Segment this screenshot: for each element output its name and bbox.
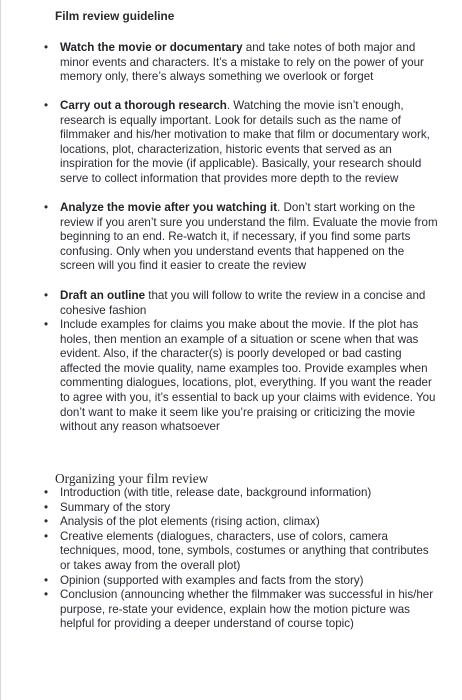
guideline-heading: Watch the movie or documentary — [60, 41, 243, 54]
guideline-text: . Watching the movie isn’t enough, research is equally important. Look for details such as the name of filmmaker and his/her motivation to make that film or documentary work, locations, plot, characterization, historic events that served as an inspiration for the movie (if applicable). Basically, your research should serve to collect information that provides more depth to the review — [60, 99, 430, 185]
organizing-item-text: Conclusion (announcing whether the filmmaker was successful in his/her purpose, re-state your evidence, explain how the motion picture was helpful for providing a deeper understand of course topic) — [60, 588, 434, 631]
guideline-heading: Draft an outline — [60, 289, 146, 302]
guideline-item — [44, 99, 439, 201]
organizing-item — [44, 501, 439, 516]
bullet-icon: • — [44, 588, 49, 602]
guideline-text: Include examples for claims you make about the movie. If the plot has holes, then mention an example of a situation or scene when that was evident. Also, if the character(s) is poorly developed or bad casting affected the movie quality, name examples too. Provide examples when commenting dialogues, locations, plot, everything. If you want the reader to agree with you, it’s essential to back up your claims with evidence. You don’t want to make it seem like you’re praising or criticizing the movie without any reason whatsoever — [60, 318, 436, 434]
bullet-icon: • — [44, 41, 49, 54]
bullet-icon: • — [44, 573, 49, 587]
organizing-list — [44, 486, 439, 632]
organizing-item — [44, 486, 439, 501]
guideline-text: that you will follow to write the review in a concise and cohesive fashion — [60, 289, 426, 317]
page-edge — [0, 0, 1, 700]
guideline-text: and take notes of both major and minor events and characters. It’s a mistake to rely on the power of your memory only, there’s always something we overlook or forget — [60, 41, 424, 84]
guideline-list — [44, 41, 439, 450]
guideline-text: . Don’t start working on the review if you aren’t sure you understand the film. Evaluate the movie from beginning to an end. Re-watch it, if necessary, if you find some parts confusing. Only when you understand events that happened on the screen will you find it easier to create the review — [60, 201, 438, 273]
organizing-item-text: Analysis of the plot elements (rising action, climax) — [60, 515, 320, 529]
organizing-item — [44, 574, 439, 589]
organizing-item — [44, 515, 439, 530]
organizing-title: Organizing your film review — [55, 471, 209, 486]
guideline-item — [44, 201, 439, 289]
organizing-item-text: Summary of the story — [60, 500, 171, 514]
organizing-item — [44, 588, 439, 632]
organizing-item-text: Opinion (supported with examples and facts from the story) — [60, 573, 364, 587]
bullet-icon: • — [44, 515, 49, 529]
bullet-icon: • — [44, 289, 49, 302]
bullet-icon: • — [44, 318, 49, 331]
bullet-icon: • — [44, 99, 49, 112]
bullet-icon: • — [44, 529, 49, 543]
document-title: Film review guideline — [55, 9, 175, 23]
guideline-heading: Carry out a thorough research — [60, 99, 227, 112]
organizing-item-text: Introduction (with title, release date, background information) — [60, 486, 372, 499]
guideline-item — [44, 318, 439, 450]
guideline-item — [44, 41, 439, 99]
bullet-icon: • — [44, 486, 49, 499]
organizing-item — [44, 530, 439, 574]
bullet-icon: • — [44, 500, 49, 514]
guideline-item — [44, 289, 439, 318]
guideline-heading: Analyze the movie after you watching it — [60, 201, 278, 214]
organizing-item-text: Creative elements (dialogues, characters, use of colors, camera techniques, mood, tone, symbols, costumes or anything that contributes or takes away from the overall plot) — [60, 529, 429, 572]
bullet-icon: • — [44, 201, 49, 214]
